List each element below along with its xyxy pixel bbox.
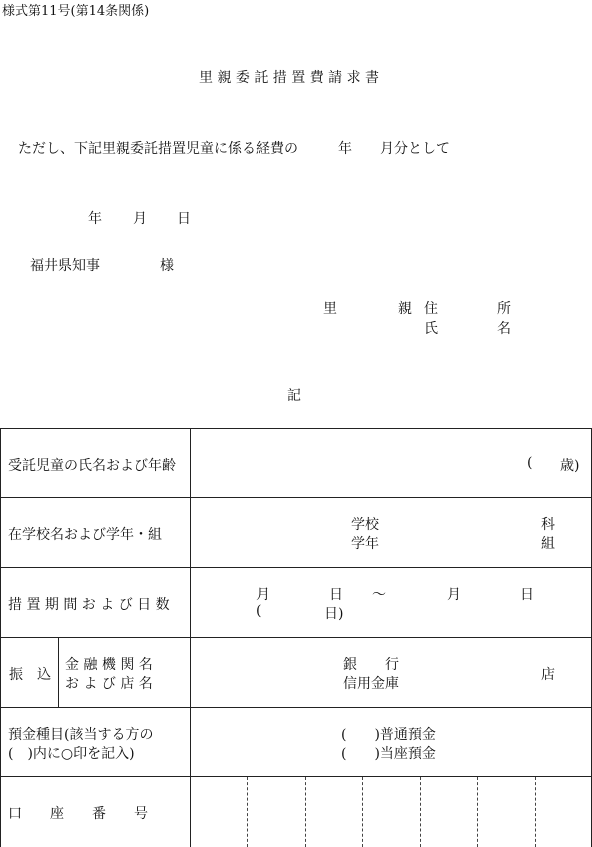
row3-to-month: 月 <box>447 587 461 603</box>
row-divider <box>0 567 592 568</box>
child-name-age-field[interactable] <box>200 445 510 481</box>
school-name-field[interactable] <box>200 508 340 556</box>
row3-label: 措 置 期 間 お よ び 日 数 <box>8 597 170 613</box>
row1-age-open: ( <box>527 455 533 471</box>
row3-tilde: ～ <box>372 587 386 603</box>
row2-school: 学校 <box>351 517 379 533</box>
row-divider <box>0 707 592 708</box>
sender-label-oya: 親 <box>398 301 412 317</box>
row5-label-line2: ( )内に○印を記入) <box>8 746 135 762</box>
row2-grade: 学年 <box>351 536 379 552</box>
row4-credit-union: 信用金庫 <box>343 676 399 692</box>
row3-to-day: 日 <box>520 587 534 603</box>
row-divider <box>0 497 592 498</box>
document-title: 里 親 委 託 措 置 費 請 求 書 <box>199 70 380 86</box>
sender-address-label-1: 住 <box>424 301 438 317</box>
row4-branch: 店 <box>541 667 555 683</box>
row4-bank: 銀 行 <box>343 657 399 673</box>
transfer-subdivider <box>58 637 59 707</box>
row3-from-day: 日 <box>329 587 343 603</box>
intro-text: ただし、下記里親委託措置児童に係る経費の <box>18 141 298 157</box>
date-month: 月 <box>133 211 147 227</box>
row1-label: 受託児童の氏名および年齢 <box>8 458 176 474</box>
row3-from-month: 月 <box>256 587 270 603</box>
intro-year-unit: 年 <box>338 141 352 157</box>
form-number: 様式第11号(第14条関係) <box>2 4 150 19</box>
row4-label-line1: 金 融 機 関 名 <box>65 657 153 673</box>
sender-name-label-2: 名 <box>497 321 511 337</box>
account-number-field[interactable] <box>192 780 590 844</box>
row1-age-unit: 歳) <box>560 458 580 474</box>
addressee-honorific: 様 <box>160 258 174 274</box>
row3-days-close: 日) <box>324 606 344 622</box>
date-year: 年 <box>88 211 102 227</box>
sender-name-label-1: 氏 <box>424 321 438 337</box>
row5-label-line1: 預金種目(該当する方の <box>8 727 154 743</box>
row4-group-label-1: 振 <box>9 667 23 683</box>
sender-label-sato: 里 <box>323 301 337 317</box>
row-divider <box>0 637 592 638</box>
ki-heading: 記 <box>287 388 301 404</box>
row4-group-label-2: 込 <box>37 667 51 683</box>
row3-days-open: ( <box>256 603 262 619</box>
intro-month-unit: 月分として <box>380 141 450 157</box>
row2-class: 組 <box>541 536 555 552</box>
row6-label: 口 座 番 号 <box>8 806 148 822</box>
addressee-name: 福井県知事 <box>30 258 100 274</box>
row2-label: 在学校名および学年・組 <box>8 527 162 543</box>
row2-course: 科 <box>541 517 555 533</box>
deposit-option-ordinary[interactable]: ( )普通預金 <box>341 727 436 743</box>
date-day: 日 <box>177 211 191 227</box>
deposit-option-current[interactable]: ( )当座預金 <box>341 746 436 762</box>
sender-address-label-2: 所 <box>497 301 511 317</box>
row-divider <box>0 776 592 777</box>
row4-label-line2: お よ び 店 名 <box>65 676 153 692</box>
